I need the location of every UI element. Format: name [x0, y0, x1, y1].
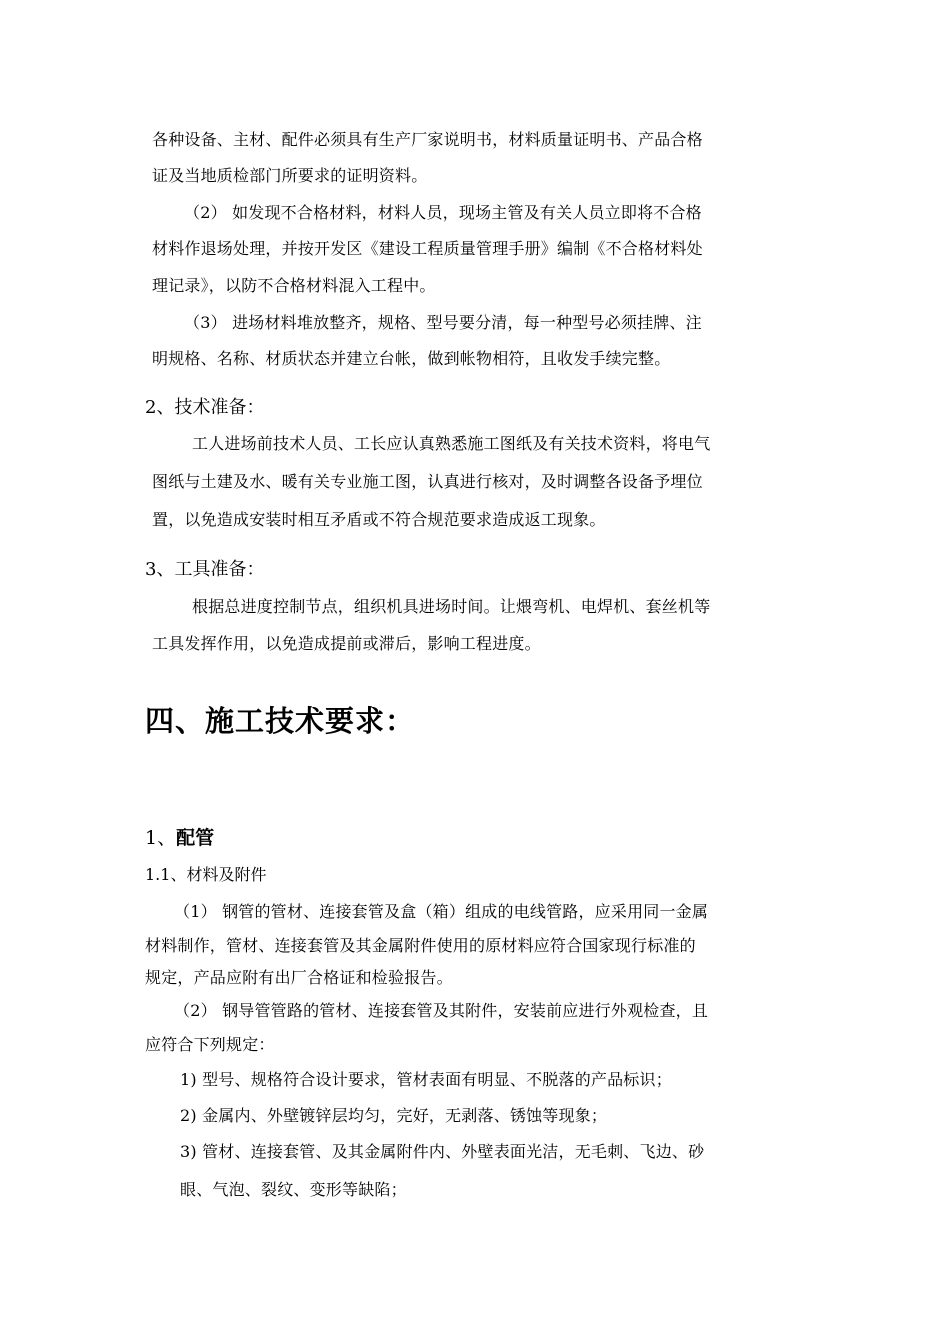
tools-prep-line-2: 工具发挥作用，以免造成提前或滞后，影响工程进度。: [152, 634, 541, 653]
materials-line-1: 各种设备、主材、配件必须具有生产厂家说明书，材料质量证明书、产品合格: [152, 130, 703, 149]
piping-line-3: 规定，产品应附有出厂合格证和检验报告。: [145, 968, 453, 987]
materials-line-3: （2） 如发现不合格材料，材料人员，现场主管及有关人员立即将不合格: [184, 203, 702, 222]
tech-prep-line-1: 工人进场前技术人员、工长应认真熟悉施工图纸及有关技术资料，将电气: [192, 434, 711, 453]
piping-line-1: （1） 钢管的管材、连接套管及盒（箱）组成的电线管路，应采用同一金属: [174, 902, 709, 921]
materials-line-2: 证及当地质检部门所要求的证明资料。: [152, 166, 428, 185]
piping-line-5: 应符合下列规定：: [145, 1035, 275, 1054]
piping-subheading: 1.1、材料及附件: [145, 865, 267, 884]
materials-line-4: 材料作退场处理，并按开发区《建设工程质量管理手册》编制《不合格材料处: [152, 239, 703, 258]
tech-prep-line-3: 置，以免造成安装时相互矛盾或不符合规范要求造成返工现象。: [152, 510, 606, 529]
materials-line-7: 明规格、名称、材质状态并建立台帐，做到帐物相符，且收发手续完整。: [152, 349, 671, 368]
piping-line-4: （2） 钢导管管路的管材、连接套管及其附件，安装前应进行外观检查，且: [174, 1001, 709, 1020]
piping-item-1: 1) 型号、规格符合设计要求，管材表面有明显、不脱落的产品标识；: [180, 1070, 672, 1089]
piping-heading: [145, 826, 214, 850]
materials-line-5: 理记录》，以防不合格材料混入工程中。: [152, 276, 436, 295]
piping-heading-text: 配管: [176, 827, 215, 849]
piping-item-2: 2) 金属内、外壁镀锌层均匀，完好，无剥落、锈蚀等现象；: [180, 1106, 608, 1125]
piping-item-3: 3) 管材、连接套管、及其金属附件内、外壁表面光洁，无毛刺、飞边、砂: [180, 1142, 705, 1161]
materials-line-6: （3） 进场材料堆放整齐，规格、型号要分清，每一种型号必须挂牌、注: [184, 313, 702, 332]
tech-prep-line-2: 图纸与土建及水、暖有关专业施工图，认真进行核对，及时调整各设备予埋位: [152, 472, 703, 491]
piping-line-2: 材料制作，管材、连接套管及其金属附件使用的原材料应符合国家现行标准的: [145, 936, 696, 955]
tech-prep-heading: 2、技术准备：: [145, 397, 265, 418]
piping-heading-number: 1、: [145, 827, 177, 849]
piping-item-3-cont: 眼、气泡、裂纹、变形等缺陷；: [180, 1180, 407, 1199]
tools-prep-line-1: 根据总进度控制节点，组织机具进场时间。让煨弯机、电焊机、套丝机等: [192, 597, 711, 616]
chapter-title: 四、施工技术要求：: [145, 704, 416, 738]
tools-prep-heading: 3、工具准备：: [145, 559, 265, 580]
